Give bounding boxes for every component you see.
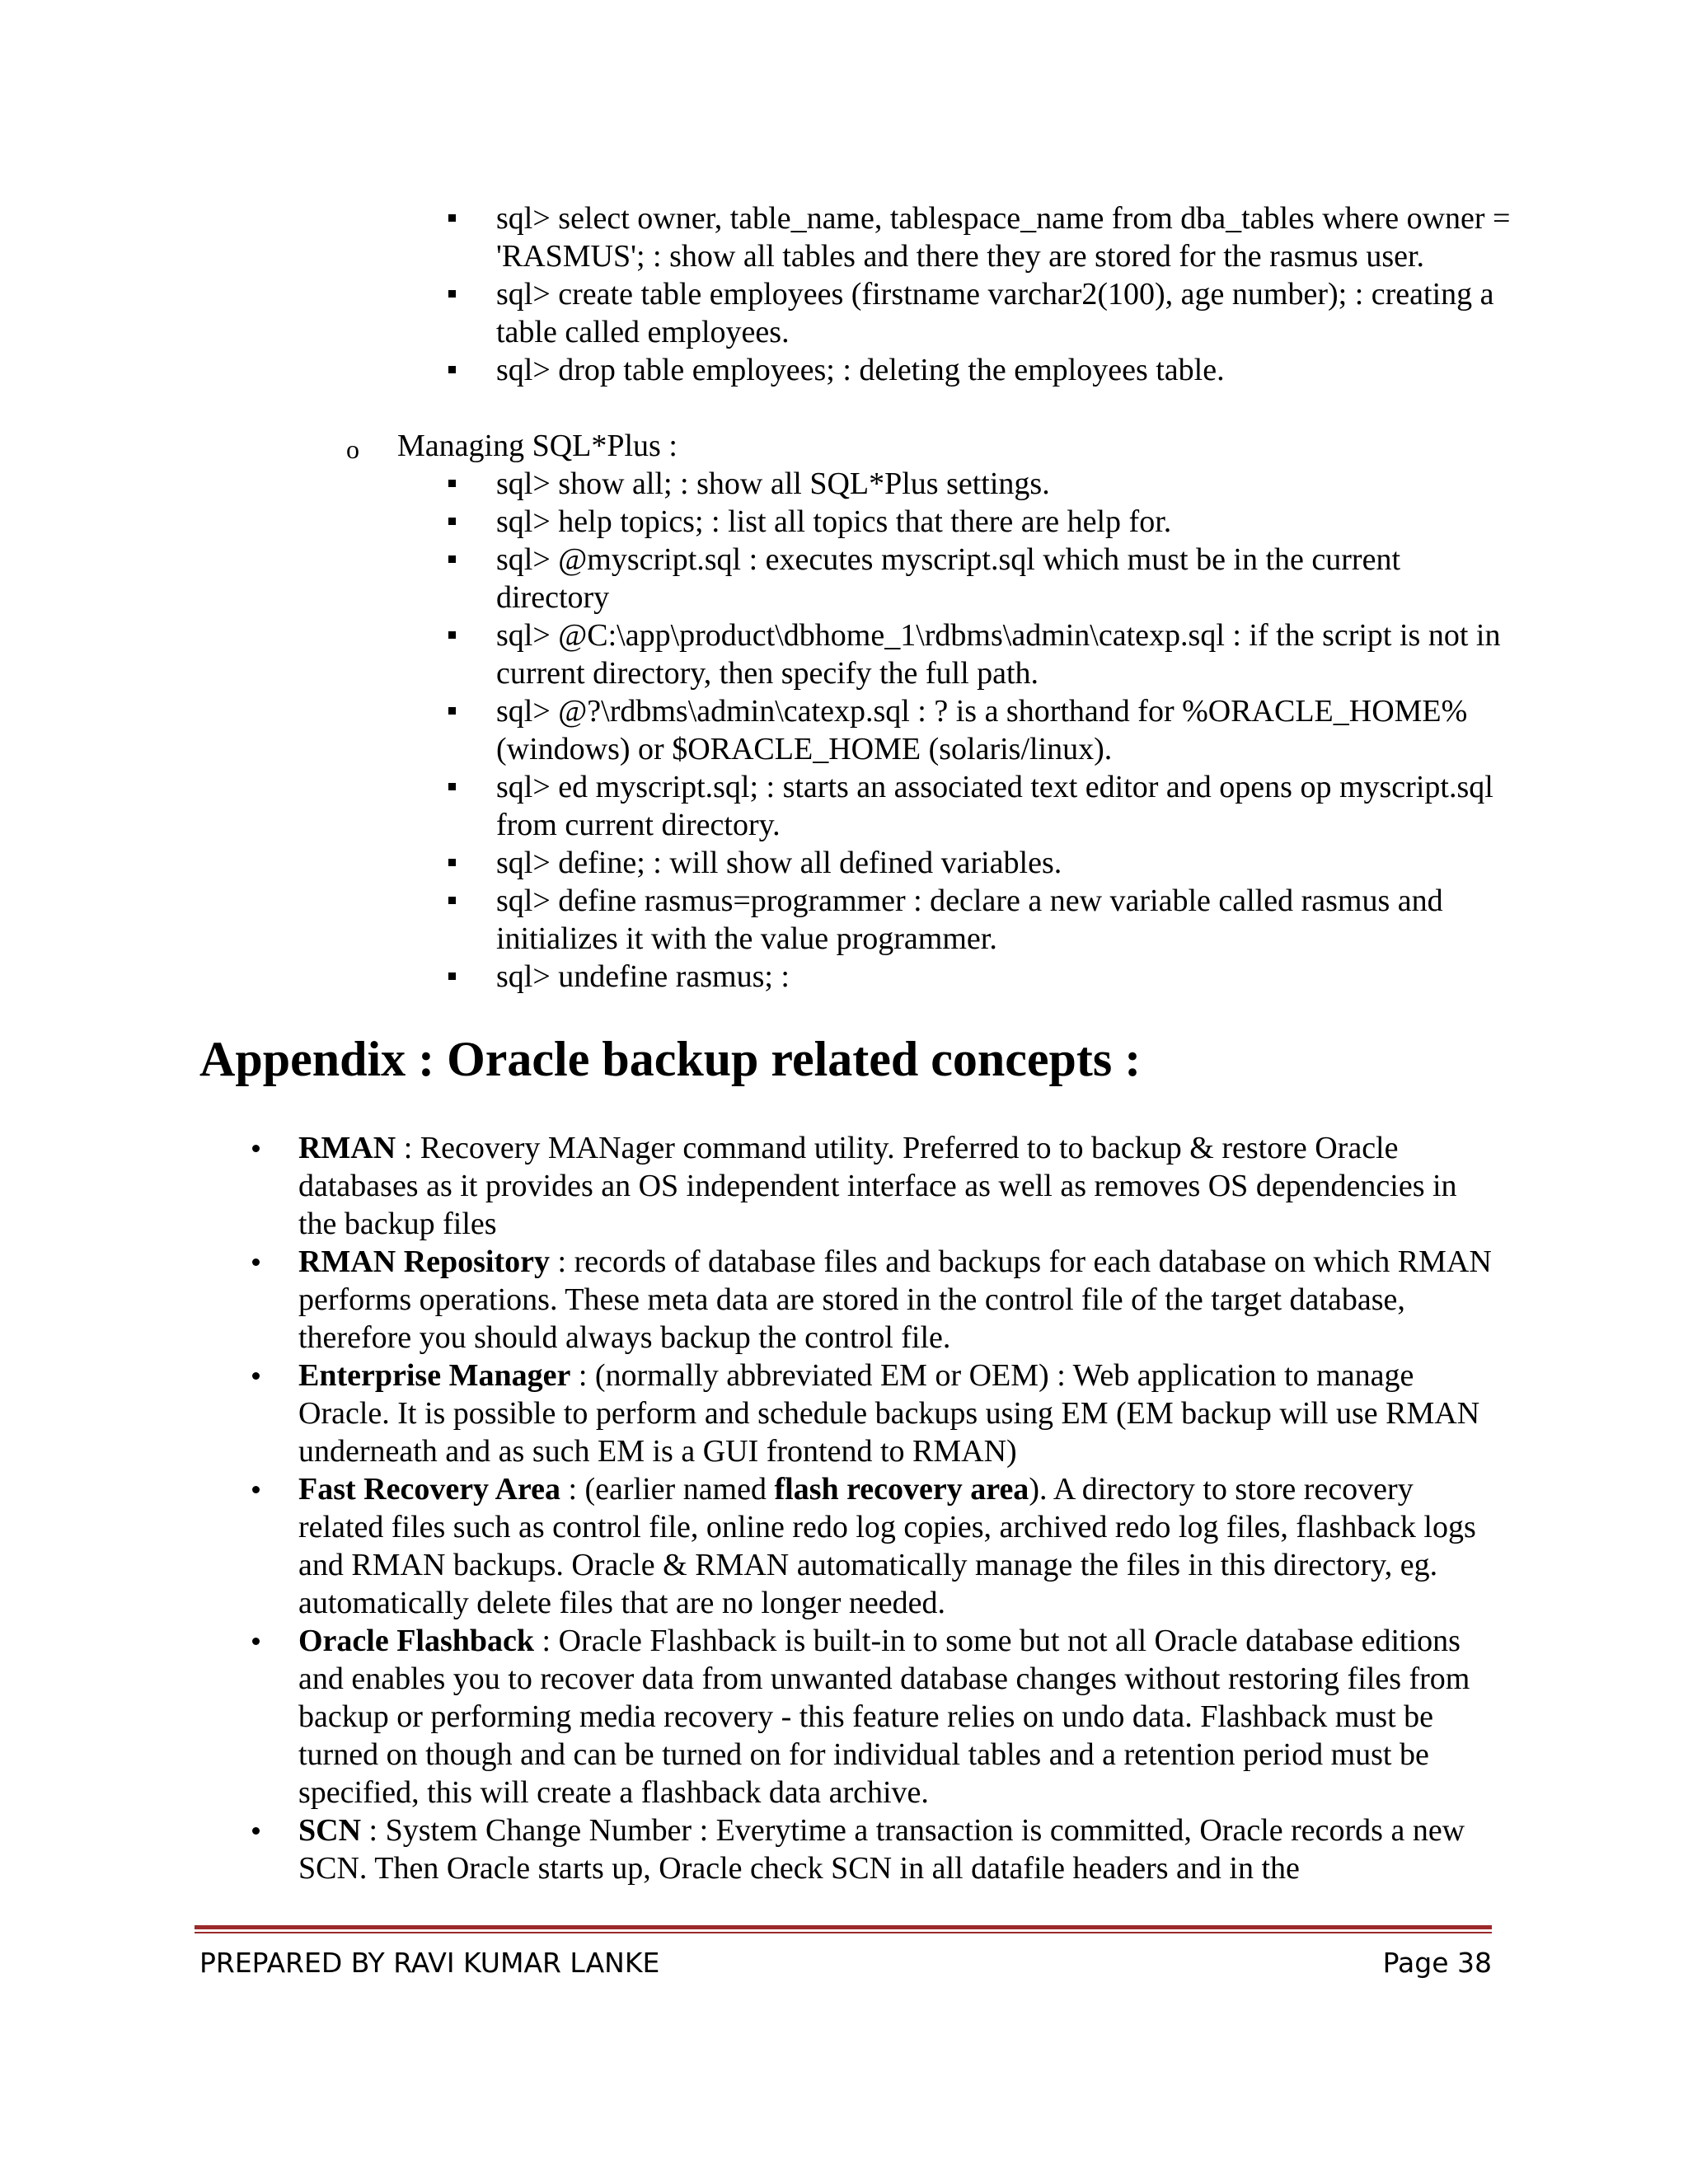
list-item xyxy=(445,351,1517,389)
concept-text: : (earlier named xyxy=(560,1472,775,1507)
round-bullet-icon xyxy=(252,1145,260,1152)
list-item xyxy=(244,1470,1497,1622)
concept-term: RMAN Repository xyxy=(298,1244,551,1279)
square-bullet-icon xyxy=(448,555,456,563)
page-number: Page 38 xyxy=(1382,1947,1492,1979)
list-item xyxy=(244,1811,1497,1887)
list-item-text: sql> drop table employees; : deleting the employees table. xyxy=(496,353,1225,387)
list-item-text: sql> create table employees (firstname varchar2(100), age number); : creating a table called employees. xyxy=(496,277,1494,349)
list-item xyxy=(445,958,1517,996)
square-bullet-icon xyxy=(448,897,456,904)
round-bullet-icon xyxy=(252,1258,260,1266)
list-item-text: sql> undefine rasmus; : xyxy=(496,959,790,994)
concept-term: SCN xyxy=(298,1813,362,1848)
list-item xyxy=(445,199,1517,275)
square-bullet-icon xyxy=(448,290,456,298)
list-item xyxy=(244,1357,1497,1470)
list-item xyxy=(445,692,1517,768)
list-item xyxy=(244,1129,1497,1243)
list-item-text: sql> @?\rdbms\admin\catexp.sql : ? is a shorthand for %ORACLE_HOME% (windows) or $ORACLE_HOME (solaris/linux). xyxy=(496,694,1468,766)
list-item-text: sql> show all; : show all SQL*Plus settings. xyxy=(496,466,1050,501)
list-item-text: sql> @myscript.sql : executes myscript.sql which must be in the current directory xyxy=(496,542,1401,615)
list-item-text: sql> select owner, table_name, tablespace_name from dba_tables where owner = 'RASMUS'; : show all tables and there they are stored for the rasmus user. xyxy=(496,201,1511,274)
list-item-text: sql> @C:\app\product\dbhome_1\rdbms\admin\catexp.sql : if the script is not in current directory, then specify the full path. xyxy=(496,618,1501,691)
managing-sqlplus-label: Managing SQL*Plus : xyxy=(397,429,678,463)
list-item xyxy=(445,275,1517,351)
list-item-text: sql> define rasmus=programmer : declare a new variable called rasmus and initializes it with the value programmer. xyxy=(496,883,1443,956)
square-bullet-icon xyxy=(448,631,456,639)
concept-text: : (normally abbreviated EM or OEM) : Web application to manage Oracle. It is possible to perform and schedule backups using EM (EM backup will use RMAN underneath and as such EM is a GUI frontend to RMAN) xyxy=(298,1358,1480,1469)
concept-text: : System Change Number : Everytime a transaction is committed, Oracle records a new SCN. Then Oracle starts up, Oracle check SCN in all datafile headers and in the xyxy=(298,1813,1465,1886)
square-bullet-icon xyxy=(448,480,456,487)
concept-inline-bold: flash recovery area xyxy=(774,1472,1029,1507)
round-bullet-icon xyxy=(252,1827,260,1835)
list-item xyxy=(445,768,1517,844)
list-item xyxy=(445,844,1517,882)
footer-author: PREPARED BY RAVI KUMAR LANKE xyxy=(199,1947,660,1979)
square-bullet-icon xyxy=(448,366,456,373)
list-item xyxy=(445,882,1517,958)
round-bullet-icon xyxy=(252,1638,260,1645)
list-item xyxy=(445,541,1517,616)
list-item-text: sql> help topics; : list all topics that there are help for. xyxy=(496,504,1172,539)
circle-bullet-icon: o xyxy=(346,434,359,464)
backup-concepts-list xyxy=(244,1129,1497,1887)
concept-text: : Recovery MANager command utility. Preferred to to backup & restore Oracle databases as it provides an OS independent interface as well as removes OS dependencies in the backup files xyxy=(298,1131,1457,1241)
appendix-heading: Appendix : Oracle backup related concepts : xyxy=(199,1032,1142,1086)
concept-text: : records of database files and backups for each database on which RMAN performs operations. These meta data are stored in the control file of the target database, therefore you should always backup the control file. xyxy=(298,1244,1492,1355)
square-bullet-icon xyxy=(448,972,456,980)
list-item-text: sql> define; : will show all defined variables. xyxy=(496,846,1062,880)
square-bullet-icon xyxy=(448,859,456,866)
list-item xyxy=(244,1243,1497,1357)
square-bullet-icon xyxy=(448,518,456,525)
list-item-text: sql> ed myscript.sql; : starts an associated text editor and opens op myscript.sql from current directory. xyxy=(496,770,1493,842)
round-bullet-icon xyxy=(252,1372,260,1380)
concept-text: : Oracle Flashback is built-in to some but not all Oracle database editions and enables you to recover data from unwanted database changes without restoring files from backup or performing media recovery - this feature relies on undo data. Flashback must be turned on though and can be turned on for individual tables and a retention period must be specified, this will create a flashback data archive. xyxy=(298,1624,1470,1810)
list-item xyxy=(445,465,1517,503)
concept-term: Oracle Flashback xyxy=(298,1624,535,1658)
concept-text-continued: ). A directory to store recovery related files such as control file, online redo log copies, archived redo log files, flashback logs and RMAN backups. Oracle & RMAN automatically manage the files in this directory, eg. automatically delete files that are no longer needed. xyxy=(298,1472,1476,1620)
list-item xyxy=(445,503,1517,541)
square-bullet-icon xyxy=(448,783,456,790)
concept-term: RMAN xyxy=(298,1131,396,1165)
round-bullet-icon xyxy=(252,1486,260,1493)
list-item xyxy=(445,616,1517,692)
square-bullet-icon xyxy=(448,214,456,222)
footer-divider xyxy=(195,1925,1492,1933)
concept-term: Fast Recovery Area xyxy=(298,1472,560,1507)
sqlplus-command-list xyxy=(445,465,1517,996)
list-item xyxy=(244,1622,1497,1811)
sql-command-list-a xyxy=(445,199,1517,389)
square-bullet-icon xyxy=(448,707,456,715)
concept-term: Enterprise Manager xyxy=(298,1358,571,1393)
